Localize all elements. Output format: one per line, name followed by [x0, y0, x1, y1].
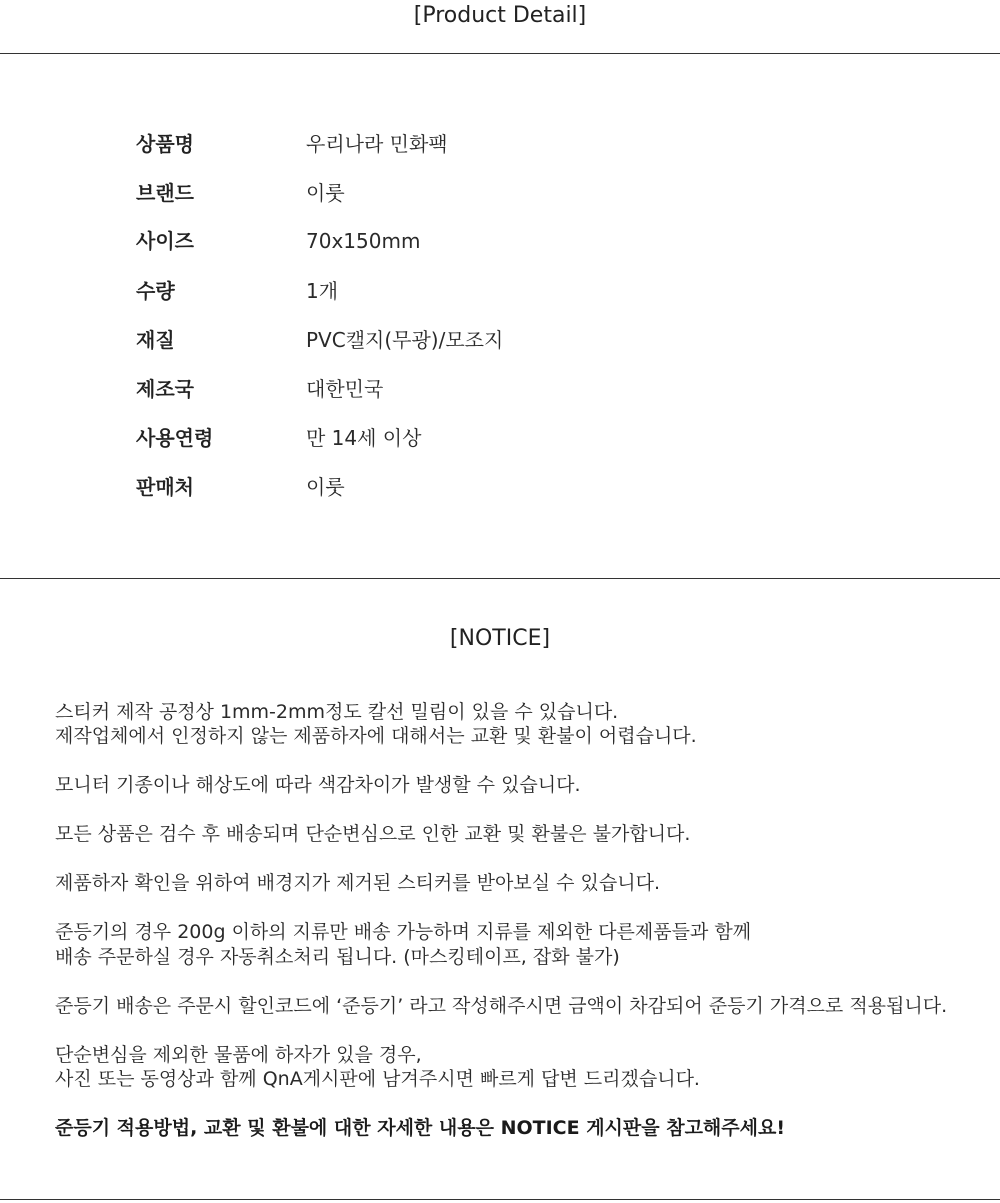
- spec-row-size: [0, 226, 1000, 256]
- spec-label: 제조국: [136, 377, 194, 401]
- spec-label: 상품명: [136, 132, 194, 156]
- notice-title: [NOTICE]: [449, 626, 551, 651]
- spec-value: 1개: [306, 279, 339, 303]
- notice-emphasis: 준등기 적용방법, 교환 및 환불에 대한 자세한 내용은 NOTICE 게시판을 참고해주세요!: [55, 1117, 786, 1139]
- notice-line: 준등기 배송은 주문시 할인코드에 ‘준등기’ 라고 작성해주시면 금액이 차감되어 준등기 가격으로 적용됩니다.: [55, 995, 948, 1017]
- notice-line: 모든 상품은 검수 후 배송되며 단순변심으로 인한 교환 및 환불은 불가합니다.: [55, 823, 691, 845]
- spec-row-material: [0, 325, 1000, 355]
- notice-line: 준등기의 경우 200g 이하의 지류만 배송 가능하며 지류를 제외한 다른제품들과 함께: [55, 921, 752, 943]
- spec-label: 사용연령: [136, 426, 214, 450]
- spec-label: 수량: [136, 279, 175, 303]
- notice-line: 사진 또는 동영상과 함께 QnA게시판에 남겨주시면 빠르게 답변 드리겠습니다.: [55, 1068, 700, 1090]
- spec-label: 사이즈: [136, 229, 194, 253]
- notice-line: 제작업체에서 인정하지 않는 제품하자에 대해서는 교환 및 환불이 어렵습니다.: [55, 725, 697, 747]
- notice-line: 스티커 제작 공정상 1mm-2mm정도 칼선 밀림이 있을 수 있습니다.: [55, 701, 619, 723]
- spec-row-quantity: [0, 276, 1000, 306]
- divider-top: [0, 53, 1000, 54]
- spec-label: 재질: [136, 328, 175, 352]
- spec-row-age: [0, 423, 1000, 453]
- spec-row-product-name: [0, 129, 1000, 159]
- spec-row-country: [0, 374, 1000, 404]
- spec-label: 판매처: [136, 475, 194, 499]
- spec-row-seller: [0, 472, 1000, 502]
- spec-value: 70x150mm: [306, 229, 421, 253]
- spec-value: 만 14세 이상: [306, 426, 422, 450]
- spec-value: 이룻: [306, 475, 345, 499]
- product-detail-title: [Product Detail]: [413, 3, 587, 28]
- notice-line: 모니터 기종이나 해상도에 따라 색감차이가 발생할 수 있습니다.: [55, 774, 581, 796]
- spec-value: PVC캘지(무광)/모조지: [306, 328, 504, 352]
- notice-line: 제품하자 확인을 위하여 배경지가 제거된 스티커를 받아보실 수 있습니다.: [55, 872, 660, 894]
- spec-label: 브랜드: [136, 181, 194, 205]
- spec-value: 우리나라 민화팩: [306, 132, 448, 156]
- notice-line: 단순변심을 제외한 물품에 하자가 있을 경우,: [55, 1044, 422, 1066]
- spec-value: 대한민국: [306, 377, 384, 401]
- divider-bottom: [0, 1199, 1000, 1200]
- divider-middle: [0, 578, 1000, 579]
- spec-value: 이룻: [306, 181, 345, 205]
- notice-line: 배송 주문하실 경우 자동취소처리 됩니다. (마스킹테이프, 잡화 불가): [55, 946, 620, 968]
- spec-row-brand: [0, 178, 1000, 208]
